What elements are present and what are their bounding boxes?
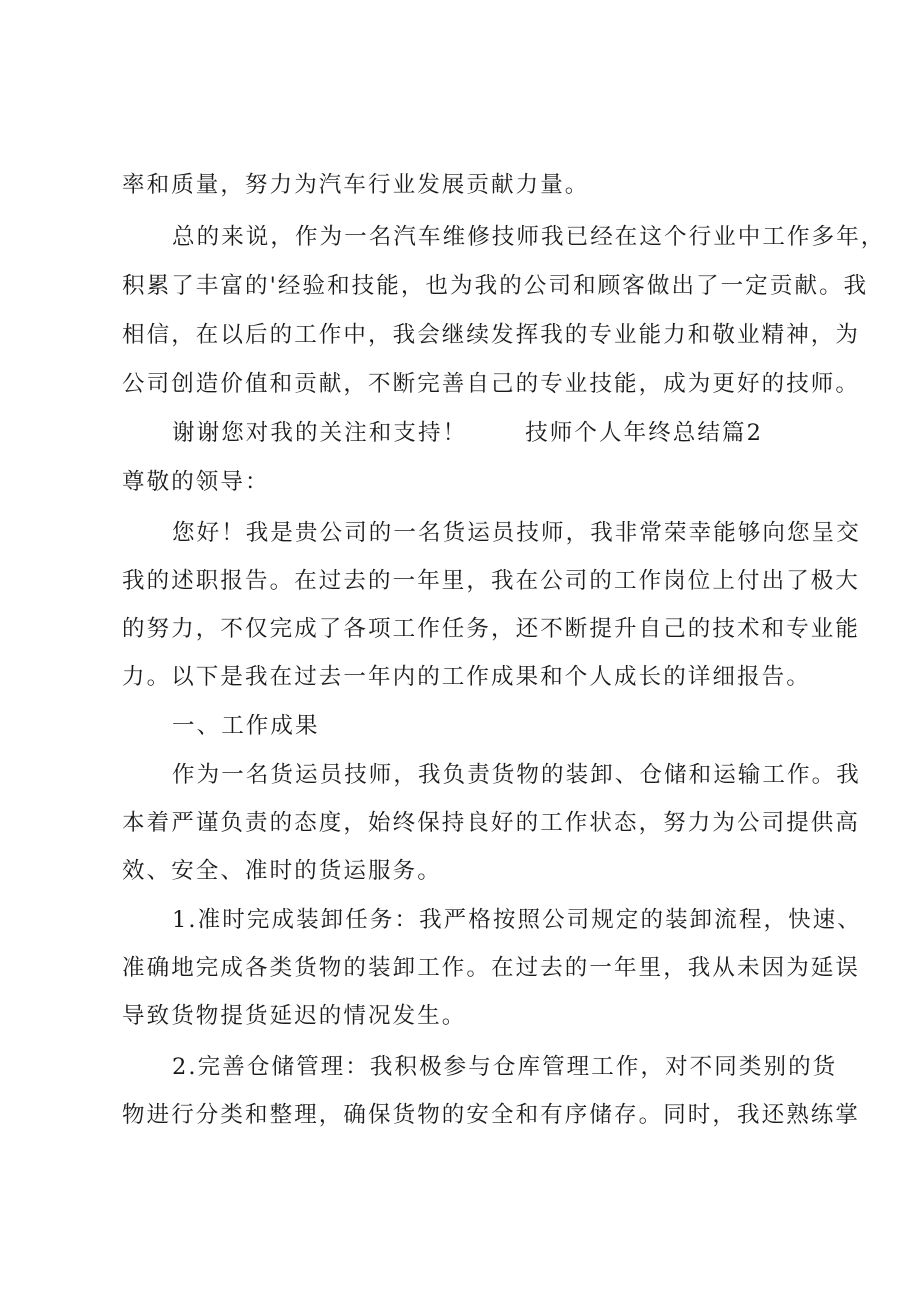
section-title: 技师个人年终总结篇2 (525, 420, 764, 446)
paragraph-line: 率和质量，努力为汽车行业发展贡献力量。 (122, 172, 590, 198)
paragraph-line: 我的述职报告。在过去的一年里，我在公司的工作岗位上付出了极大 (122, 568, 861, 594)
paragraph-line: 积累了丰富的'经验和技能，也为我的公司和顾客做出了一定贡献。我 (122, 273, 869, 299)
paragraph-line: 的努力，不仅完成了各项工作任务，还不断提升自己的技术和专业能 (122, 616, 861, 642)
subheading: 一、工作成果 (172, 713, 320, 739)
paragraph-line: 相信，在以后的工作中，我会继续发挥我的专业能力和敬业精神，为 (122, 322, 861, 348)
list-item-line: 2.完善仓储管理：我积极参与仓库管理工作，对不同类别的货 (172, 1054, 838, 1080)
paragraph-line: 作为一名货运员技师，我负责货物的装卸、仓储和运输工作。我 (172, 762, 861, 788)
paragraph-line: 本着严谨负责的态度，始终保持良好的工作状态，努力为公司提供高 (122, 810, 861, 836)
paragraph-line: 总的来说，作为一名汽车维修技师我已经在这个行业中工作多年， (172, 224, 886, 250)
paragraph-line: 效、安全、准时的货运服务。 (122, 858, 442, 884)
salutation: 尊敬的领导： (122, 469, 270, 495)
paragraph-line: 力。以下是我在过去一年内的工作成果和个人成长的详细报告。 (122, 664, 811, 690)
list-item-line: 1.准时完成装卸任务：我严格按照公司规定的装卸流程，快速、 (172, 907, 862, 933)
paragraph-line: 导致货物提货延迟的情况发生。 (122, 1003, 467, 1029)
paragraph-line: 您好！我是贵公司的一名货运员技师，我非常荣幸能够向您呈交 (172, 520, 861, 546)
paragraph-line: 公司创造价值和贡献，不断完善自己的专业技能，成为更好的技师。 (122, 371, 861, 397)
closing-text: 谢谢您对我的关注和支持！ (172, 420, 468, 446)
paragraph-line: 准确地完成各类货物的装卸工作。在过去的一年里，我从未因为延误 (122, 955, 861, 981)
paragraph-line: 物进行分类和整理，确保货物的安全和有序储存。同时，我还熟练掌 (122, 1102, 861, 1128)
closing-and-heading-line (172, 418, 763, 448)
